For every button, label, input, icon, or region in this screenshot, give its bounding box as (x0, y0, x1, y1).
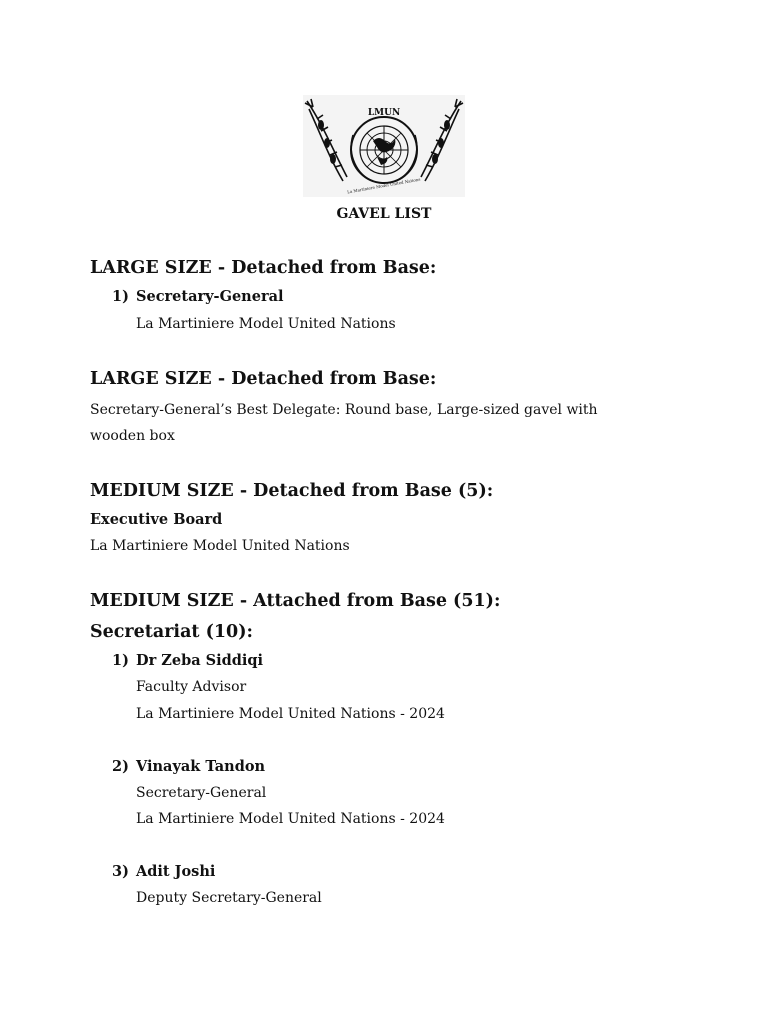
list-item-detail: Faculty Advisor (136, 679, 247, 695)
list-item-detail: Deputy Secretary-General (136, 890, 322, 906)
list-number: 1) (112, 288, 129, 305)
section-heading: LARGE SIZE - Detached from Base: (90, 369, 437, 389)
logo-text: LMUN (367, 108, 401, 118)
list-item-detail: Secretary-General (136, 785, 267, 801)
list-number: 2) (112, 758, 129, 775)
detail-line: La Martiniere Model United Nations (90, 538, 350, 554)
page-title: GAVEL LIST (336, 206, 432, 222)
list-item-name: Adit Joshi (136, 863, 216, 880)
list-number: 1) (112, 652, 129, 669)
paragraph-line: wooden box (90, 428, 175, 444)
list-item-name: Secretary-General (136, 288, 284, 305)
subheading: Executive Board (90, 511, 223, 528)
section-heading: MEDIUM SIZE - Detached from Base (5): (90, 481, 494, 501)
list-item-name: Dr Zeba Siddiqi (136, 652, 264, 669)
section-heading: MEDIUM SIZE - Attached from Base (51): (90, 591, 501, 611)
globe-emblem-icon (351, 117, 417, 183)
list-item-detail: La Martiniere Model United Nations (136, 316, 396, 332)
lmun-logo (303, 95, 465, 197)
list-item-detail: La Martiniere Model United Nations - 2024 (136, 706, 445, 722)
list-item-detail: La Martiniere Model United Nations - 2024 (136, 811, 445, 827)
subsection-heading: Secretariat (10): (90, 622, 253, 642)
logo-ring-text: La Martiniere Model United Nations (346, 176, 421, 195)
paragraph-line: Secretary-General’s Best Delegate: Round base, Large-sized gavel with (90, 402, 598, 418)
section-heading: LARGE SIZE - Detached from Base: (90, 258, 437, 278)
list-item-name: Vinayak Tandon (136, 758, 266, 775)
list-number: 3) (112, 863, 129, 880)
